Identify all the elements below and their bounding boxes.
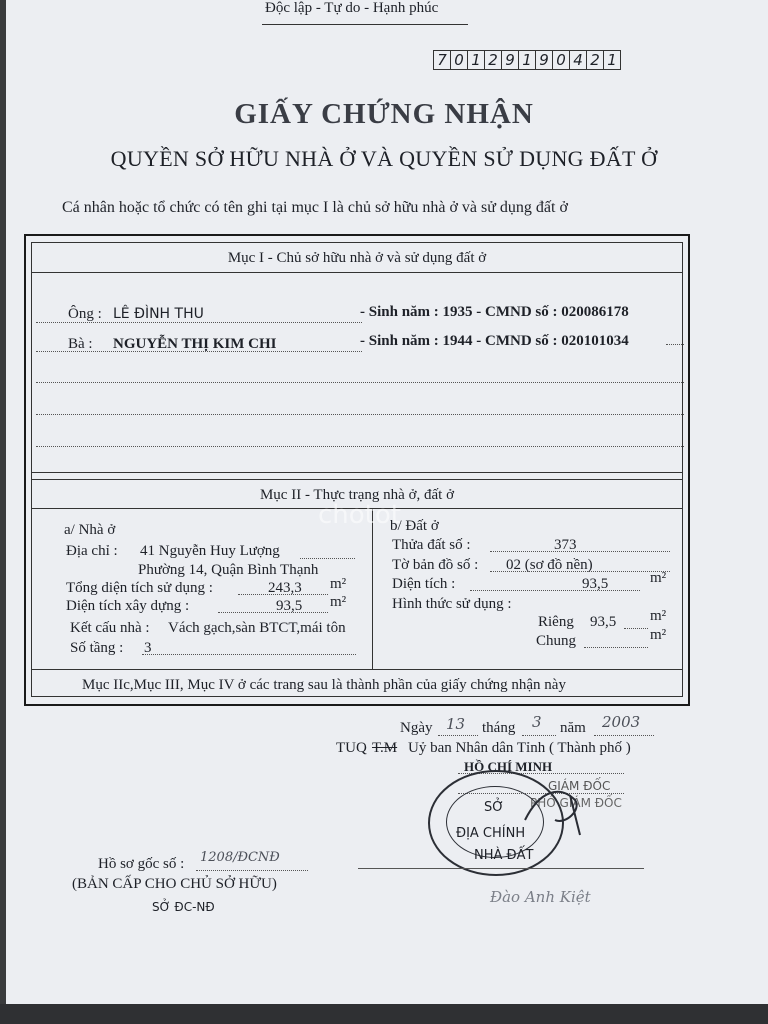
dotted-line bbox=[594, 735, 654, 736]
serial-digit: 1 bbox=[603, 50, 621, 70]
section-divider bbox=[31, 669, 683, 670]
owner1-name: LÊ ĐÌNH THU bbox=[113, 306, 204, 322]
usage-label: Hình thức sử dụng : bbox=[392, 596, 512, 612]
owner1-details: - Sinh năm : 1935 - CMND số : 020086178 bbox=[360, 304, 629, 320]
watermark: chotot bbox=[318, 500, 401, 530]
structure-value: Vách gạch,sàn BTCT,mái tôn bbox=[168, 620, 346, 636]
dotted-line bbox=[438, 735, 478, 736]
dotted-line bbox=[218, 612, 328, 613]
common-unit: m² bbox=[650, 627, 667, 643]
document-title: GIẤY CHỨNG NHẬN bbox=[234, 98, 534, 130]
dotted-line bbox=[584, 647, 648, 648]
dotted-line bbox=[36, 446, 684, 447]
dotted-line bbox=[142, 654, 356, 655]
motto-underline bbox=[262, 24, 468, 25]
land-area-value: 93,5 bbox=[582, 576, 609, 592]
land-area-label: Diện tích : bbox=[392, 576, 456, 592]
address-line1: 41 Nguyễn Huy Lượng bbox=[140, 543, 280, 559]
seal-line2: ĐỊA CHÍNH bbox=[456, 826, 526, 841]
signature-line bbox=[358, 868, 644, 869]
floors-label: Số tầng : bbox=[70, 640, 124, 656]
private-unit: m² bbox=[650, 608, 667, 624]
build-area-unit: m² bbox=[330, 594, 347, 610]
date-year-label: năm bbox=[560, 720, 586, 736]
build-area-value: 93,5 bbox=[276, 598, 303, 614]
land-area-unit: m² bbox=[650, 570, 667, 586]
parcel-label: Thửa đất số : bbox=[392, 537, 471, 553]
date-day-label: Ngày bbox=[400, 720, 433, 736]
continuation-note: Mục IIc,Mục III, Mục IV ở các trang sau là thành phần của giấy chứng nhận này bbox=[82, 677, 566, 693]
document-subtitle: QUYỀN SỞ HỮU NHÀ Ở VÀ QUYỀN SỬ DỤNG ĐẤT Ở bbox=[110, 146, 658, 171]
handwritten-signature bbox=[520, 780, 590, 840]
serial-digit: 0 bbox=[450, 50, 468, 70]
parcel-value: 373 bbox=[554, 537, 577, 553]
map-label: Tờ bản đồ số : bbox=[392, 557, 479, 573]
structure-label: Kết cấu nhà : bbox=[70, 620, 150, 636]
file-label: Hồ sơ gốc số : bbox=[98, 856, 185, 872]
serial-digit: 1 bbox=[467, 50, 485, 70]
dotted-line bbox=[36, 414, 684, 415]
role-deputy: PHÓ GIÁM ĐỐC bbox=[530, 796, 622, 810]
section-divider bbox=[31, 479, 683, 480]
dotted-line bbox=[666, 344, 684, 345]
serial-digit: 2 bbox=[586, 50, 604, 70]
date-month: 3 bbox=[532, 713, 542, 731]
copy-note: (BẢN CẤP CHO CHỦ SỞ HỮU) bbox=[72, 876, 277, 892]
total-area-value: 243,3 bbox=[268, 580, 302, 596]
date-year: 2003 bbox=[602, 713, 641, 731]
intro-text: Cá nhân hoặc tổ chức có tên ghi tại mục I là chủ sở hữu nhà ở và sử dụng đất ở bbox=[62, 199, 568, 216]
owner1-prefix: Ông : bbox=[68, 306, 102, 322]
section2-title: Mục II - Thực trạng nhà ở, đất ở bbox=[259, 487, 455, 503]
dotted-line bbox=[470, 590, 640, 591]
dotted-line bbox=[300, 558, 355, 559]
serial-digit: 4 bbox=[569, 50, 587, 70]
floors-value: 3 bbox=[144, 640, 152, 656]
national-motto: Độc lập - Tự do - Hạnh phúc bbox=[265, 0, 439, 16]
date-month-label: tháng bbox=[482, 720, 516, 736]
total-area-unit: m² bbox=[330, 576, 347, 592]
address-line2: Phường 14, Quận Bình Thạnh bbox=[138, 562, 319, 578]
file-value: 1208/ĐCNĐ bbox=[200, 850, 280, 865]
date-day: 13 bbox=[446, 715, 466, 733]
serial-digit: 9 bbox=[501, 50, 519, 70]
signer-name: Đào Anh Kiệt bbox=[490, 888, 591, 906]
dotted-line bbox=[36, 382, 684, 383]
role-director: GIÁM ĐỐC bbox=[548, 779, 611, 793]
serial-digit: 1 bbox=[518, 50, 536, 70]
serial-digit: 9 bbox=[535, 50, 553, 70]
authority-prefix: TUQ bbox=[336, 740, 367, 756]
map-value: 02 (sơ đồ nền) bbox=[506, 557, 593, 573]
city-name: HỒ CHÍ MINH bbox=[464, 759, 553, 774]
total-area-label: Tổng diện tích sử dụng : bbox=[66, 580, 213, 596]
owner2-name: NGUYỄN THỊ KIM CHI bbox=[113, 336, 277, 352]
seal-line1: SỞ bbox=[484, 800, 505, 815]
common-label: Chung bbox=[536, 633, 577, 649]
owner2-prefix: Bà : bbox=[68, 336, 93, 352]
section-divider bbox=[31, 272, 683, 273]
private-value: 93,5 bbox=[590, 614, 617, 630]
dotted-line bbox=[624, 628, 648, 629]
background-surface bbox=[0, 1004, 768, 1024]
section1-title: Mục I - Chủ sở hữu nhà ở và sử dụng đất ở bbox=[227, 250, 487, 266]
department: SỞ ĐC-NĐ bbox=[152, 900, 215, 914]
authority-struck: T.M bbox=[372, 740, 398, 756]
owner2-details: - Sinh năm : 1944 - CMND số : 020101034 bbox=[360, 333, 629, 349]
land-heading: b/ Đất ở bbox=[390, 518, 439, 534]
address-label: Địa chỉ : bbox=[66, 543, 118, 559]
private-label: Riêng bbox=[538, 614, 574, 630]
serial-digit: 0 bbox=[552, 50, 570, 70]
dotted-line bbox=[522, 735, 556, 736]
dotted-line bbox=[196, 870, 308, 871]
serial-digit: 7 bbox=[433, 50, 451, 70]
dotted-line bbox=[490, 551, 670, 552]
house-heading: a/ Nhà ở bbox=[64, 522, 116, 538]
serial-number bbox=[434, 50, 621, 70]
seal-line3: NHÀ ĐẤT bbox=[474, 848, 534, 863]
authority-name: Uỷ ban Nhân dân Tỉnh ( Thành phố ) bbox=[408, 740, 631, 756]
section-divider bbox=[31, 472, 683, 473]
build-area-label: Diện tích xây dựng : bbox=[66, 598, 190, 614]
column-divider bbox=[372, 508, 373, 670]
serial-digit: 2 bbox=[484, 50, 502, 70]
